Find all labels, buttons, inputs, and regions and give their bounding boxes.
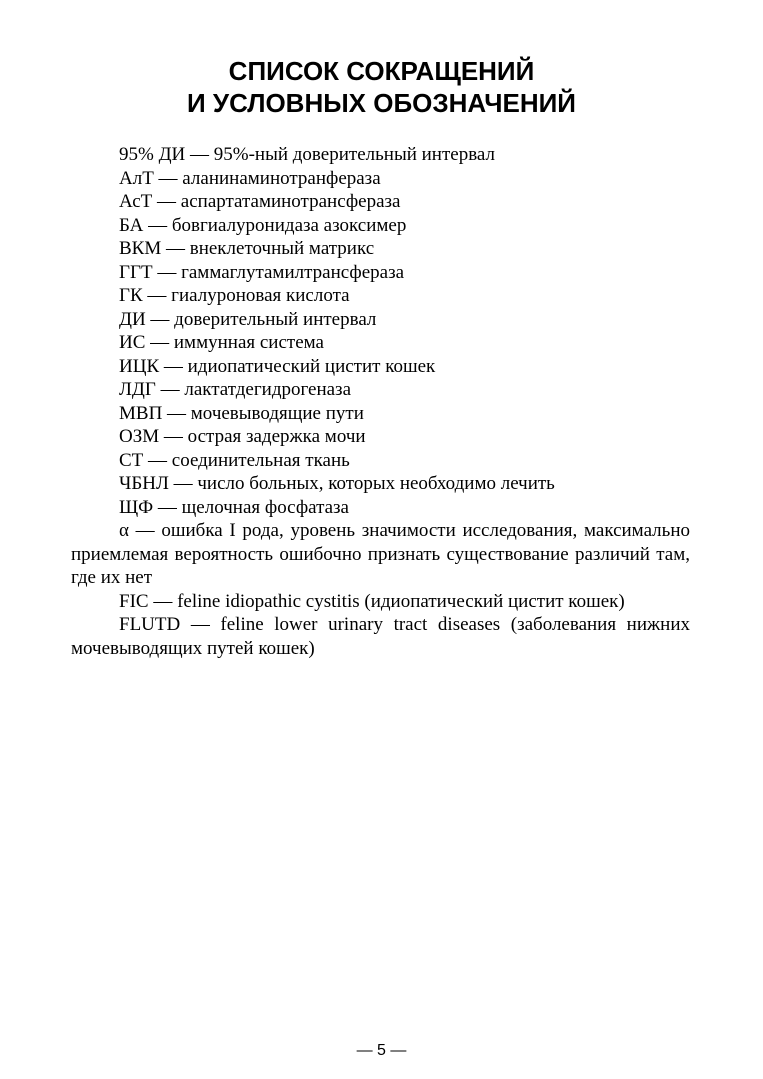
abbreviation-entry: ЛДГ — лактатдегидрогеназа <box>119 379 351 400</box>
abbreviation-entry: ОЗМ — острая задержка мочи <box>119 426 366 447</box>
abbreviation-entry-fic: FIC — feline idiopathic cystitis (идиопатический цистит кошек) <box>119 590 625 612</box>
abbreviation-entry: ИЦК — идиопатический цистит кошек <box>119 355 436 377</box>
abbreviation-entry: ВКМ — внеклеточный матрикс <box>119 238 375 259</box>
abbreviation-list <box>71 143 690 660</box>
page-title <box>0 55 763 119</box>
abbreviation-entry-alpha: α — ошибка I рода, уровень значимости исследования, максимально приемлемая вероятность ошибочно признать существование различий там, где их нет <box>71 520 690 588</box>
abbreviation-entry: БА — бовгиалуронидаза азоксимер <box>119 214 407 236</box>
abbreviation-entry: АлТ — аланинаминотранфераза <box>119 167 381 189</box>
abbreviation-entry: ИС — иммунная система <box>119 332 324 353</box>
abbreviation-entry: ГК — гиалуроновая кислота <box>119 285 350 306</box>
abbreviation-entry: 95% ДИ — 95%-ный доверительный интервал <box>119 144 496 165</box>
abbreviation-entry: ГГТ — гаммаглутамилтрансфераза <box>119 261 405 283</box>
page-number: — 5 — <box>356 1042 407 1059</box>
page-title-line-1: СПИСОК СОКРАЩЕНИЙ <box>228 56 535 86</box>
page-title-line-2: И УСЛОВНЫХ ОБОЗНАЧЕНИЙ <box>186 88 576 118</box>
abbreviation-entry: ЩФ — щелочная фосфатаза <box>119 496 349 518</box>
abbreviation-entry-flutd: FLUTD — feline lower urinary tract diseases (заболевания нижних мочевыводящих путей кошек) <box>71 614 690 659</box>
abbreviation-entry: МВП — мочевыводящие пути <box>119 402 364 424</box>
abbreviation-entry: АсТ — аспартатаминотрансфераза <box>119 191 401 212</box>
abbreviation-entry: ДИ — доверительный интервал <box>119 308 377 330</box>
abbreviation-entry: СТ — соединительная ткань <box>119 449 350 471</box>
abbreviation-entry: ЧБНЛ — число больных, которых необходимо лечить <box>119 473 555 494</box>
